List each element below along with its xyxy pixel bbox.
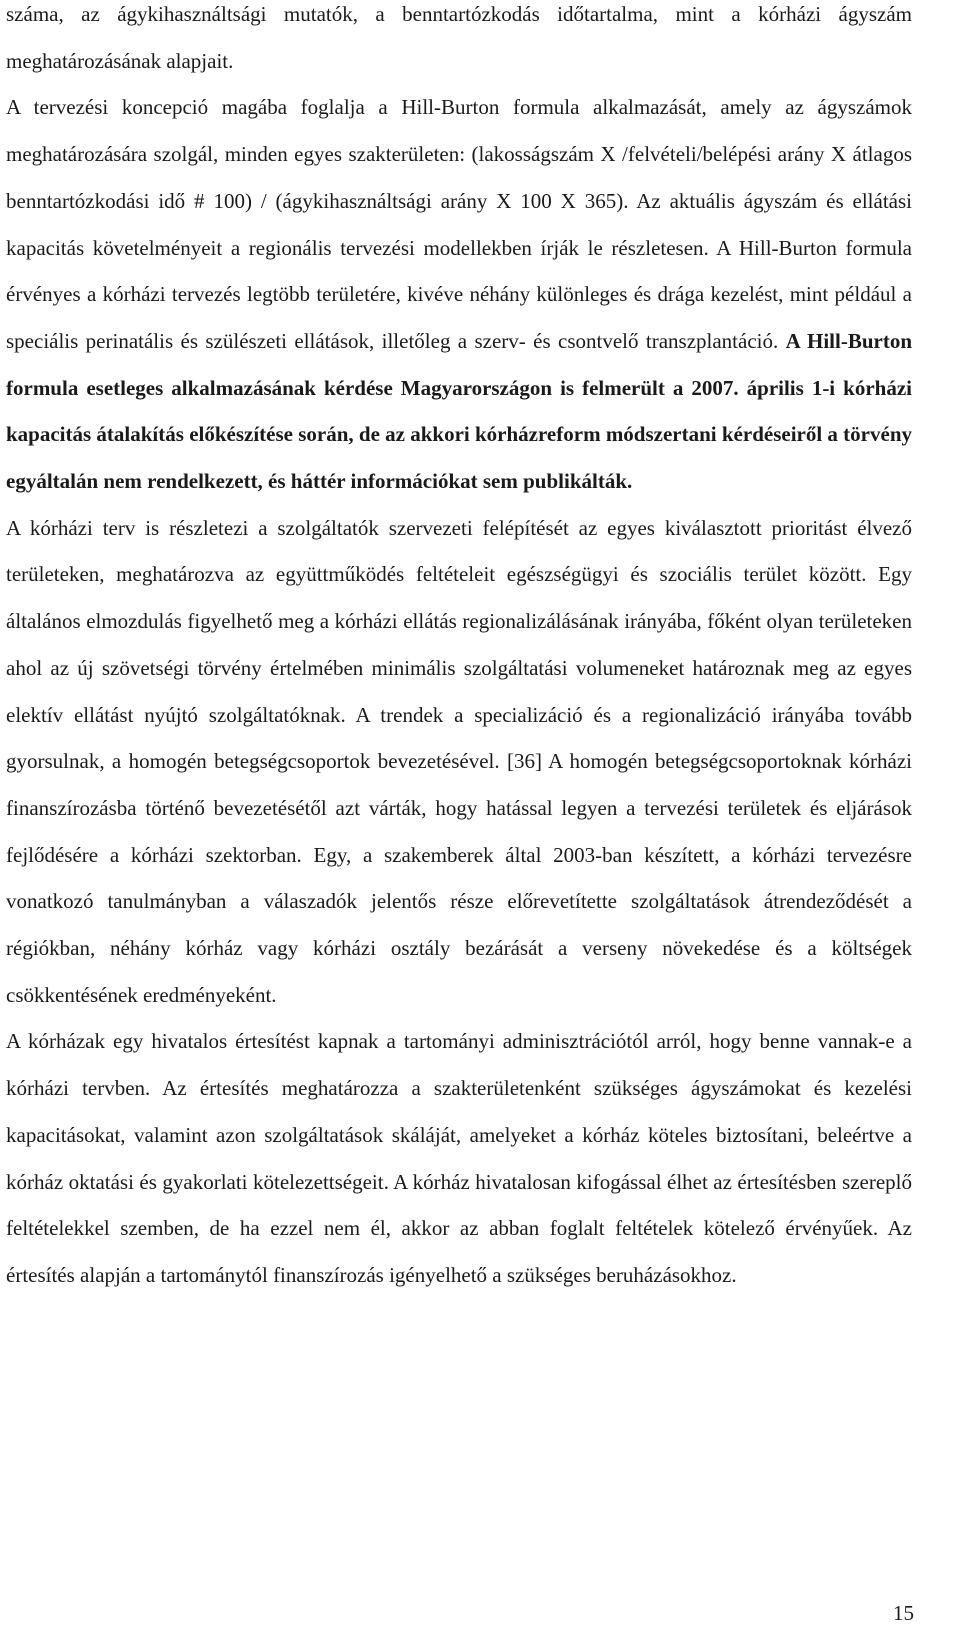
paragraph-1-text: száma, az ágykihasználtsági mutatók, a benntartózkodás időtartalma, mint a kórházi ágyszám meghatározásának alapjait. xyxy=(6,2,912,73)
paragraph-2-bold-text: A Hill-Burton formula esetleges alkalmazásának kérdése Magyarországon is felmerült a 2007. április 1-i kórházi kapacitás átalakítás előkészítése során, de az akkori kórházreform módszertani kérdéseiről a törvény egyáltalán nem rendelkezett, és háttér információkat sem publikálták. xyxy=(6,328,912,494)
paragraph-4-text: A kórházak egy hivatalos értesítést kapnak a tartományi adminisztrációtól arról, hogy benne vannak-e a kórházi tervben. Az értesítés meghatározza a szakterületenként szükséges ágyszámokat és kezelési kapacitásokat, valamint azon szolgáltatások skáláját, amelyeket a kórház köteles biztosítani, beleértve a kórház oktatási és gyakorlati kötelezettségeit. A kórház hivatalosan kifogással élhet az értesítésben szereplő feltételekkel szemben, de ha ezzel nem él, akkor az abban foglalt feltételek kötelező érvényűek. Az értesítés alapján a tartománytól finanszírozás igényelhető a szükséges beruházásokhoz. xyxy=(6,1029,912,1287)
paragraph-4 xyxy=(6,1018,912,1298)
document-body xyxy=(6,0,912,1299)
paragraph-3 xyxy=(6,505,912,1019)
paragraph-2 xyxy=(6,84,912,504)
paragraph-2-text: A tervezési koncepció magába foglalja a Hill-Burton formula alkalmazását, amely az ágyszámok meghatározására szolgál, minden egyes szakterületen: (lakosságszám X /felvételi/belépési arány X átlagos benntartózkodási idő # 100) / (ágykihasználtsági arány X 100 X 365). Az aktuális ágyszám és ellátási kapacitás követelményeit a regionális tervezési modellekben írják le részletesen. A Hill-Burton formula érvényes a kórházi tervezés legtöbb területére, kivéve néhány különleges és drága kezelést, mint például a speciális perinatális és szülészeti ellátások, illetőleg a szerv- és csontvelő transzplantáció. xyxy=(6,95,912,353)
paragraph-1 xyxy=(6,0,912,84)
paragraph-3-text: A kórházi terv is részletezi a szolgáltatók szervezeti felépítését az egyes kiválasztott prioritást élvező területeken, meghatározva az együttműködés feltételeit egészségügyi és szociális terület között. Egy általános elmozdulás figyelhető meg a kórházi ellátás regionalizálásának irányába, főként olyan területeken ahol az új szövetségi törvény értelmében minimális szolgáltatási volumeneket határoznak meg az egyes elektív ellátást nyújtó szolgáltatóknak. A trendek a specializáció és a regionalizáció irányába tovább gyorsulnak, a homogén betegségcsoportok bevezetésével. [36] A homogén betegségcsoportoknak kórházi finanszírozásba történő bevezetésétől azt várták, hogy hatással legyen a tervezési területek és eljárások fejlődésére a kórházi szektorban. Egy, a szakemberek által 2003-ban készített, a kórházi tervezésre vonatkozó tanulmányban a válaszadók jelentős része előrevetítette szolgáltatások átrendeződését a régiókban, néhány kórház vagy kórházi osztály bezárását a verseny növekedése és a költségek csökkentésének eredményeként. xyxy=(6,515,912,1007)
page-number: 15 xyxy=(893,1601,914,1625)
